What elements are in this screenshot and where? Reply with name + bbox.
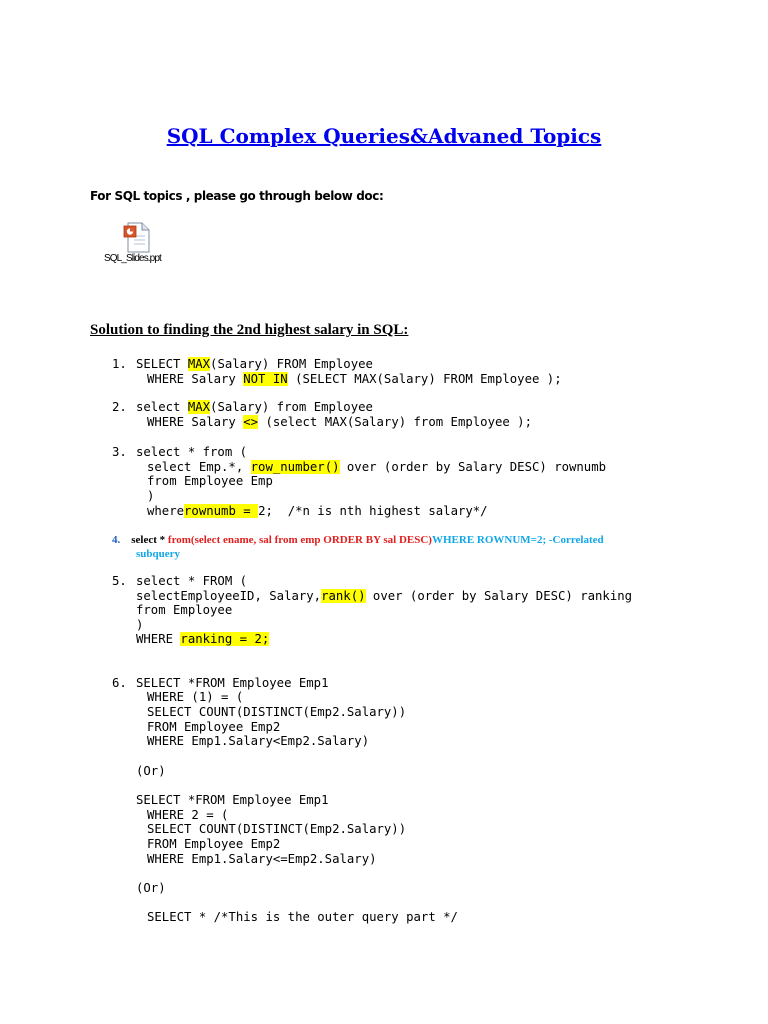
query-line: select * from ( [136,445,248,459]
query-4-text: 4. select * from(select ename, sal from emp ORDER BY sal DESC)WHERE ROWNUM=2; -Correlated subquery [112,534,604,560]
query-line: WHERE Emp1.Salary<Emp2.Salary) [147,734,370,748]
query-line: SELECT COUNT(DISTINCT(Emp2.Salary)) [147,822,407,836]
item-number: 3. [112,445,127,459]
or-separator: (Or) [136,881,166,895]
page-title[interactable]: SQL Complex Queries&Advaned Topics [166,124,602,148]
query-line: whererownumb = 2; /*n is nth highest salary*/ [147,504,488,518]
query-line: SELECT *FROM Employee Emp1 [136,793,329,807]
item-number: 5. [112,574,127,588]
query-line: from Employee Emp [147,474,273,488]
item-number: 4. [112,534,121,546]
attachment[interactable] [104,222,184,268]
item-number: 2. [112,400,127,414]
query-line: WHERE 2 = ( [147,808,229,822]
query-line: WHERE (1) = ( [147,690,244,704]
query-line: FROM Employee Emp2 [147,720,281,734]
item-number: 1. [112,357,127,371]
powerpoint-file-icon [122,222,154,254]
or-separator: (Or) [136,764,166,778]
query-line: select MAX(Salary) from Employee [136,400,373,414]
attachment-label[interactable]: SQL_Slides.ppt [104,253,161,264]
query-line: ) [136,618,144,632]
query-line: FROM Employee Emp2 [147,837,281,851]
query-line: select * FROM ( [136,574,248,588]
query-line: ) [147,489,155,503]
item-number: 6. [112,676,127,690]
query-line: WHERE Salary <> (select MAX(Salary) from Employee ); [147,415,532,429]
query-line: select Emp.*, row_number() over (order by Salary DESC) rownumb [147,460,607,474]
query-line: WHERE Emp1.Salary<=Emp2.Salary) [147,852,377,866]
query-line: SELECT *FROM Employee Emp1 [136,676,329,690]
query-line: SELECT * /*This is the outer query part */ [147,910,458,924]
query-line: SELECT MAX(Salary) FROM Employee [136,357,373,371]
query-line: WHERE ranking = 2; [136,632,270,646]
query-line: SELECT COUNT(DISTINCT(Emp2.Salary)) [147,705,407,719]
query-line: WHERE Salary NOT IN (SELECT MAX(Salary) FROM Employee ); [147,372,562,386]
section-heading: Solution to finding the 2nd highest salary in SQL: [90,322,409,338]
query-line: selectEmployeeID, Salary,rank() over (order by Salary DESC) ranking [136,589,633,603]
query-line: from Employee [136,603,233,617]
intro-text: For SQL topics , please go through below doc: [90,189,384,203]
